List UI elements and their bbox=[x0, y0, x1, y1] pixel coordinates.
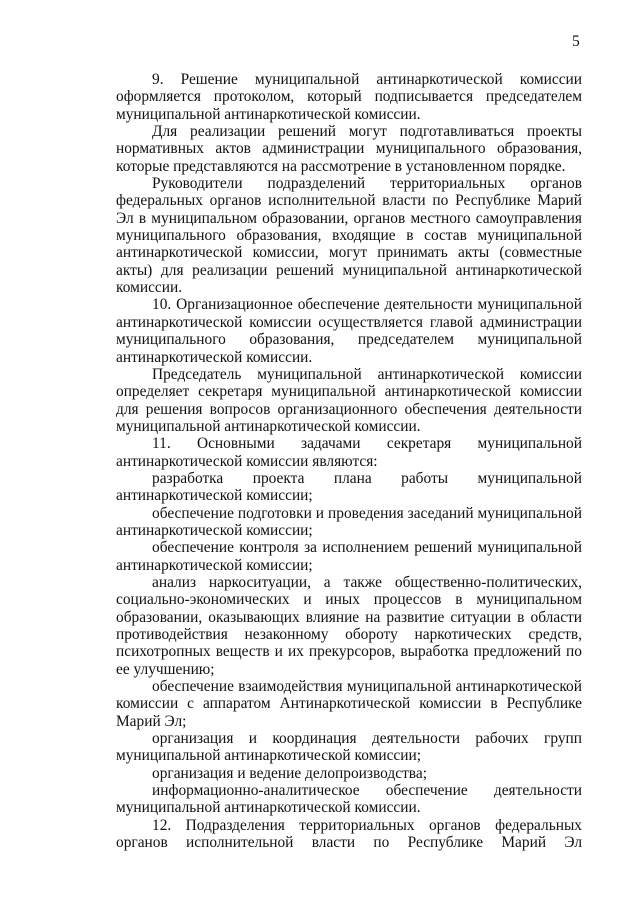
list-item-control: обеспечение контроля за исполнением решений муниципальной антинаркотической комиссии; bbox=[116, 539, 582, 574]
list-item-meetings: обеспечение подготовки и проведения заседаний муниципальной антинаркотической комиссии; bbox=[116, 504, 582, 539]
paragraph-draft-acts: Для реализации решений могут подготавливаться проекты нормативных актов администрации муниципального образования, которые представляются на рассмотрение в установленном порядке. bbox=[116, 123, 582, 175]
paragraph-12-text: 12. Подразделения территориальных органов федеральных органов исполнительной власти по Республике Марий Эл bbox=[116, 816, 582, 852]
list-item-analysis: анализ наркоситуации, а также общественно-политических, социально-экономических и иных процессов в муниципальном образовании, оказывающих влияние на развитие ситуации в области противодействия незаконному обороту наркотических средств, психотропных веществ и их прекурсоров, выработка предложений по ее улучшению; bbox=[116, 573, 582, 678]
paragraph-heads-acts: Руководители подразделений территориальных органов федеральных органов исполнительной власти по Республике Марий Эл в муниципальном образовании, органов местного самоуправления муниципального образования, входящие в состав муниципальной антинаркотической комиссии, могут принимать акты (совместные акты) для реализации решений муниципальной антинаркотической комиссии. bbox=[116, 175, 582, 297]
paragraph-10-organizational-support: 10. Организационное обеспечение деятельности муниципальной антинаркотической комиссии осуществляется главой администрации муниципального образования, председателем муниципальной антинаркотической комиссии. bbox=[116, 296, 582, 366]
paragraph-11-secretary-tasks: 11. Основными задачами секретаря муниципальной антинаркотической комиссии являются: bbox=[116, 435, 582, 470]
paragraph-12-subdivisions-continued bbox=[116, 817, 582, 852]
list-item-records: организация и ведение делопроизводства; bbox=[152, 764, 427, 782]
list-item-working-groups: организация и координация деятельности рабочих групп муниципальной антинаркотической комиссии; bbox=[116, 730, 582, 765]
list-item-work-plan: разработка проекта плана работы муниципальной антинаркотической комиссии; bbox=[116, 469, 582, 505]
document-body bbox=[116, 71, 582, 851]
list-item-information-support: информационно-аналитическое обеспечение деятельности муниципальной антинаркотической комиссии. bbox=[116, 782, 582, 817]
page-number: 5 bbox=[572, 33, 580, 50]
paragraph-secretary-appointment: Председатель муниципальной антинаркотической комиссии определяет секретаря муниципальной антинаркотической комиссии для решения вопросов организационного обеспечения деятельности муниципальной антинаркотической комиссии. bbox=[116, 365, 582, 435]
list-item-interaction: обеспечение взаимодействия муниципальной антинаркотической комиссии с аппаратом Антинаркотической комиссии в Республике Марий Эл; bbox=[116, 678, 582, 730]
paragraph-9-decision: 9. Решение муниципальной антинаркотической комиссии оформляется протоколом, который подписывается председателем муниципальной антинаркотической комиссии. bbox=[116, 71, 582, 123]
